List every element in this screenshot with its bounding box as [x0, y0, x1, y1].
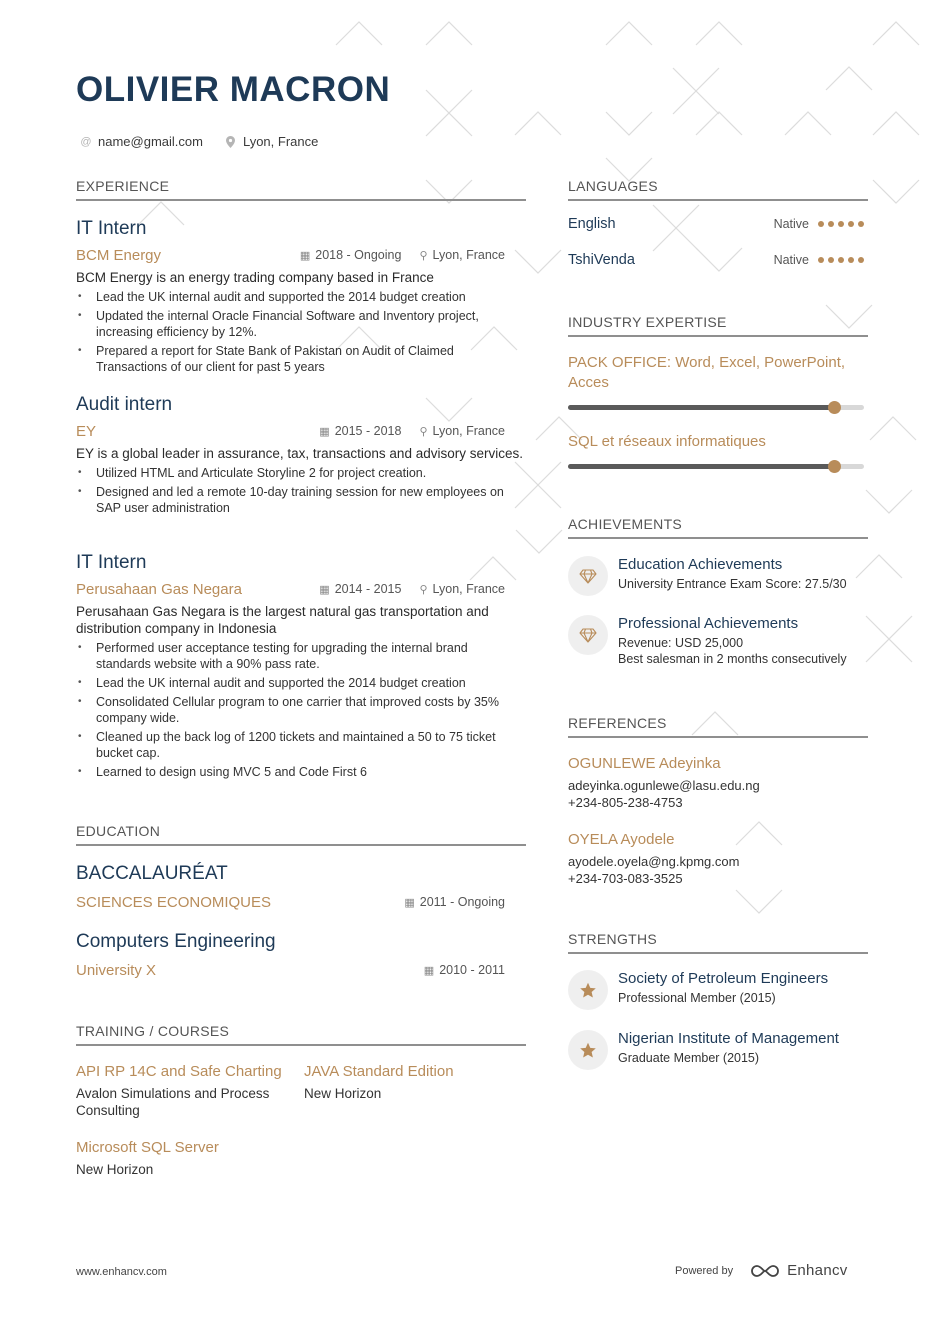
section-education-title: EDUCATION	[76, 823, 526, 846]
star-icon	[568, 970, 608, 1010]
diamond-icon	[568, 615, 608, 655]
job-location: ⚲ Lyon, France	[419, 248, 505, 262]
section-strengths-title: STRENGTHS	[568, 931, 868, 954]
skill-item	[568, 353, 864, 410]
bullet-item: • Cleaned up the back log of 1200 tickets and maintained a 50 to 75 ticket bucket cap.	[76, 729, 526, 761]
strength-title: Nigerian Institute of Management	[618, 1030, 839, 1047]
section-languages-title: LANGUAGES	[568, 178, 868, 201]
skill-bar-fill	[568, 464, 834, 469]
powered-by-label: Powered by	[675, 1264, 734, 1277]
job-title: IT Intern	[76, 218, 147, 239]
rating-dot	[848, 257, 854, 263]
skill-bar-knob	[828, 401, 841, 414]
section-industry-title: INDUSTRY EXPERTISE	[568, 314, 868, 337]
reference-item	[568, 831, 868, 887]
bullet-item: • Utilized HTML and Articulate Storyline 2 for project creation.	[76, 465, 526, 481]
achievement-item	[568, 556, 868, 596]
section-experience-title: EXPERIENCE	[76, 178, 526, 201]
contact-location	[225, 134, 318, 149]
diamond-icon	[568, 556, 608, 596]
location-pin-icon: ⚲	[419, 425, 428, 438]
achievement-item	[568, 615, 868, 667]
rating-dot	[838, 257, 844, 263]
calendar-icon: ▦	[404, 896, 415, 909]
reference-name: OGUNLEWE Adeyinka	[568, 755, 721, 772]
degree-title: BACCALAURÉAT	[76, 863, 228, 884]
language-level: Native	[773, 253, 809, 267]
strength-sub: Graduate Member (2015)	[618, 1051, 760, 1065]
job-bullets	[76, 465, 526, 516]
infinity-icon	[749, 1263, 781, 1279]
skill-item	[568, 432, 864, 469]
language-name: English	[568, 216, 616, 232]
course-title: API RP 14C and Safe Charting	[76, 1063, 282, 1080]
language-rating	[818, 221, 864, 227]
company-description: EY is a global leader in assurance, tax, transactions and advisory services.	[76, 446, 523, 461]
achievement-line: Revenue: USD 25,000	[618, 636, 744, 650]
reference-name: OYELA Ayodele	[568, 831, 675, 848]
calendar-icon: ▦	[319, 425, 330, 438]
course-provider: New Horizon	[76, 1162, 154, 1177]
achievement-line: University Entrance Exam Score: 27.5/30	[618, 577, 847, 591]
language-item	[568, 216, 864, 232]
skill-bar-knob	[828, 460, 841, 473]
achievement-title: Professional Achievements	[618, 615, 799, 632]
language-level: Native	[773, 217, 809, 231]
rating-dot	[828, 221, 834, 227]
language-rating	[818, 257, 864, 263]
skill-bar	[568, 405, 864, 410]
edu-dates: ▦ 2011 - Ongoing	[404, 895, 505, 909]
bullet-item: • Learned to design using MVC 5 and Code First 6	[76, 764, 526, 780]
footer-site-link[interactable]: www.enhancv.com	[76, 1266, 167, 1278]
job-dates: ▦ 2018 - Ongoing	[299, 248, 402, 262]
job-dates: ▦ 2015 - 2018	[319, 424, 402, 438]
degree-title: Computers Engineering	[76, 931, 276, 952]
course-item	[76, 1139, 296, 1178]
company-description: Perusahaan Gas Negara is the largest natural gas transportation and distribution company in Indonesia	[76, 604, 489, 636]
bullet-item: • Designed and led a remote 10-day training session for new employees on SAP user administration	[76, 484, 526, 516]
job-location: ⚲ Lyon, France	[419, 424, 505, 438]
strength-title: Society of Petroleum Engineers	[618, 970, 829, 987]
bullet-item: • Consolidated Cellular program to one carrier that improved costs by 35% company wide.	[76, 694, 526, 726]
star-icon	[568, 1030, 608, 1070]
course-item	[304, 1063, 524, 1102]
course-item	[76, 1063, 296, 1119]
location-text: Lyon, France	[242, 134, 319, 149]
contact-info	[80, 134, 318, 149]
rating-dot	[828, 257, 834, 263]
email-text: name@gmail.com	[98, 134, 203, 149]
calendar-icon: ▦	[319, 583, 330, 596]
rating-dot	[858, 221, 864, 227]
reference-email[interactable]: ayodele.oyela@ng.kpmg.com	[568, 854, 740, 869]
experience-item	[76, 394, 526, 519]
job-title: Audit intern	[76, 394, 173, 415]
location-pin-icon: ⚲	[419, 583, 428, 596]
rating-dot	[818, 257, 824, 263]
reference-phone[interactable]: +234-805-238-4753	[568, 795, 683, 810]
job-title: IT Intern	[76, 552, 147, 573]
school-name: SCIENCES ECONOMIQUES	[76, 893, 272, 911]
section-achievements-title: ACHIEVEMENTS	[568, 516, 868, 539]
bullet-item: • Lead the UK internal audit and supported the 2014 budget creation	[76, 289, 526, 305]
education-item	[76, 863, 526, 913]
experience-item	[76, 218, 526, 378]
company-description: BCM Energy is an energy trading company based in France	[76, 270, 434, 285]
course-title: Microsoft SQL Server	[76, 1139, 219, 1156]
skill-bar	[568, 464, 864, 469]
calendar-icon: ▦	[299, 249, 311, 262]
bullet-item: • Lead the UK internal audit and supported the 2014 budget creation	[76, 675, 526, 691]
location-pin-icon: ⚲	[419, 249, 428, 262]
at-icon: @	[80, 135, 92, 148]
brand-logo[interactable]	[749, 1262, 847, 1279]
brand-name: Enhancv	[787, 1262, 848, 1279]
rating-dot	[818, 221, 824, 227]
company-name: Perusahaan Gas Negara	[76, 580, 242, 598]
school-name: University X	[76, 961, 157, 979]
bullet-item: • Updated the internal Oracle Financial Software and Inventory project, increasing efficiency by 12%.	[76, 308, 526, 340]
strength-sub: Professional Member (2015)	[618, 991, 776, 1005]
contact-email[interactable]	[80, 134, 203, 149]
job-dates: ▦ 2014 - 2015	[319, 582, 402, 596]
skill-label: SQL et réseaux informatiques	[568, 433, 766, 450]
rating-dot	[858, 257, 864, 263]
job-bullets	[76, 289, 526, 375]
course-provider: Avalon Simulations and Process Consulting	[76, 1086, 270, 1118]
strength-item	[568, 1030, 868, 1070]
company-name: BCM Energy	[76, 246, 162, 264]
job-location: ⚲ Lyon, France	[419, 582, 505, 596]
education-item	[76, 931, 526, 981]
rating-dot	[848, 221, 854, 227]
section-training-title: TRAINING / COURSES	[76, 1023, 526, 1046]
reference-phone[interactable]: +234-703-083-3525	[568, 871, 683, 886]
bullet-item: • Prepared a report for State Bank of Pakistan on Audit of Claimed Transactions of our client for past 5 years	[76, 343, 526, 375]
calendar-icon: ▦	[423, 964, 435, 977]
location-pin-icon	[225, 136, 237, 148]
reference-item	[568, 755, 868, 811]
experience-item	[76, 552, 526, 783]
edu-dates: ▦ 2010 - 2011	[423, 963, 505, 977]
course-title: JAVA Standard Edition	[304, 1063, 454, 1080]
achievement-line: Best salesman in 2 months consecutively	[618, 652, 847, 666]
reference-email[interactable]: adeyinka.ogunlewe@lasu.edu.ng	[568, 778, 760, 793]
company-name: EY	[76, 422, 97, 440]
strength-item	[568, 970, 868, 1010]
footer-powered	[675, 1262, 848, 1279]
bullet-item: • Performed user acceptance testing for upgrading the internal brand standards website with a 90% pass rate.	[76, 640, 526, 672]
candidate-name: OLIVIER MACRON	[76, 70, 391, 109]
achievement-title: Education Achievements	[618, 556, 783, 573]
skill-bar-fill	[568, 405, 834, 410]
section-references-title: REFERENCES	[568, 715, 868, 738]
course-provider: New Horizon	[304, 1086, 382, 1101]
rating-dot	[838, 221, 844, 227]
skill-label: PACK OFFICE: Word, Excel, PowerPoint, Acces	[568, 354, 846, 391]
language-name: TshiVenda	[568, 252, 635, 268]
job-bullets	[76, 640, 526, 780]
language-item	[568, 252, 864, 268]
